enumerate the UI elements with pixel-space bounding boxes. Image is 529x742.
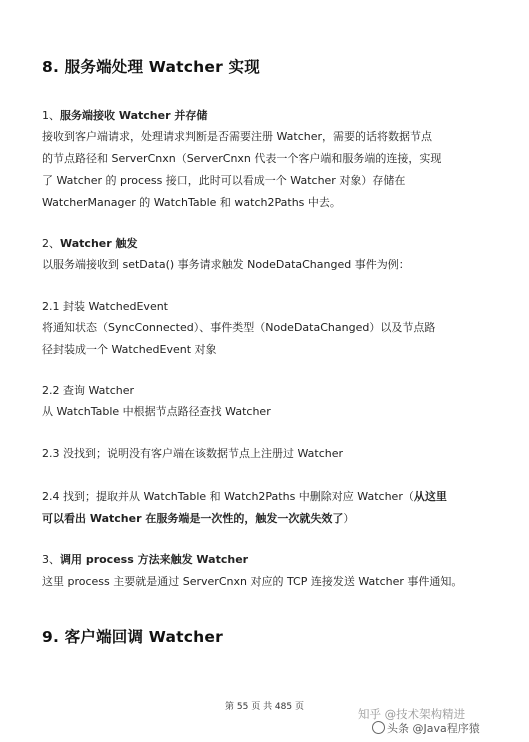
step-2-4-text: 2.4 找到；提取并从 WatchTable 和 Watch2Paths 中删除对应 Watcher（: [42, 490, 414, 503]
step-1-line-1: 接收到客户端请求，处理请求判断是否需要注册 Watcher，需要的话将数据节点: [42, 130, 433, 143]
step-1-line-4: WatcherManager 的 WatchTable 和 watch2Paths 中去。: [42, 196, 341, 209]
step-2-4-line-2: [42, 512, 354, 526]
step-1-prefix: 1、: [42, 109, 60, 122]
step-2-heading-text: Watcher 触发: [60, 237, 138, 250]
step-2-4-close-paren: ）: [343, 512, 355, 525]
section-8-title: 8. 服务端处理 Watcher 实现: [42, 58, 260, 76]
step-2-heading: [42, 237, 138, 251]
step-3-heading: [42, 553, 248, 567]
toutiao-logo-icon: [372, 721, 385, 734]
step-2-4-bold-start: 从这里: [413, 490, 447, 503]
step-2-4-line-1: [42, 490, 447, 504]
step-1-heading-text: 服务端接收 Watcher 并存储: [60, 109, 208, 122]
step-2-line: 以服务端接收到 setData() 事务请求触发 NodeDataChanged 事件为例：: [42, 258, 410, 271]
step-3-line: 这里 process 主要就是通过 ServerCnxn 对应的 TCP 连接发送 Watcher 事件通知。: [42, 575, 463, 588]
watermark-toutiao: [372, 720, 480, 736]
section-9-title: 9. 客户端回调 Watcher: [42, 628, 223, 646]
step-2-2-heading: 2.2 查询 Watcher: [42, 384, 135, 397]
step-2-4-bold-end: 可以看出 Watcher 在服务端是一次性的，触发一次就失效了: [42, 512, 344, 525]
step-2-prefix: 2、: [42, 237, 60, 250]
step-3-prefix: 3、: [42, 553, 60, 566]
step-3-heading-text: 调用 process 方法来触发 Watcher: [60, 553, 249, 566]
step-2-1-line-2: 径封装成一个 WatchedEvent 对象: [42, 343, 217, 356]
step-1-line-2: 的节点路径和 ServerCnxn（ServerCnxn 代表一个客户端和服务端的连接，实现: [42, 152, 442, 165]
page-footer: 第 55 页 共 485 页: [225, 702, 304, 712]
step-2-1-line-1: 将通知状态（SyncConnected）、事件类型（NodeDataChanged）以及节点路: [42, 321, 436, 334]
step-2-1-heading: 2.1 封装 WatchedEvent: [42, 300, 168, 313]
step-1-line-3: 了 Watcher 的 process 接口，此时可以看成一个 Watcher 对象）存储在: [42, 174, 406, 187]
step-1-heading: [42, 109, 207, 123]
watermark-toutiao-text: 头条 @Java程序猿: [387, 722, 480, 735]
step-2-3-line: 2.3 没找到；说明没有客户端在该数据节点上注册过 Watcher: [42, 447, 344, 460]
watermark-zhihu-text: 知乎 @技术架构精进: [358, 707, 466, 721]
step-2-2-line: 从 WatchTable 中根据节点路径查找 Watcher: [42, 405, 271, 418]
